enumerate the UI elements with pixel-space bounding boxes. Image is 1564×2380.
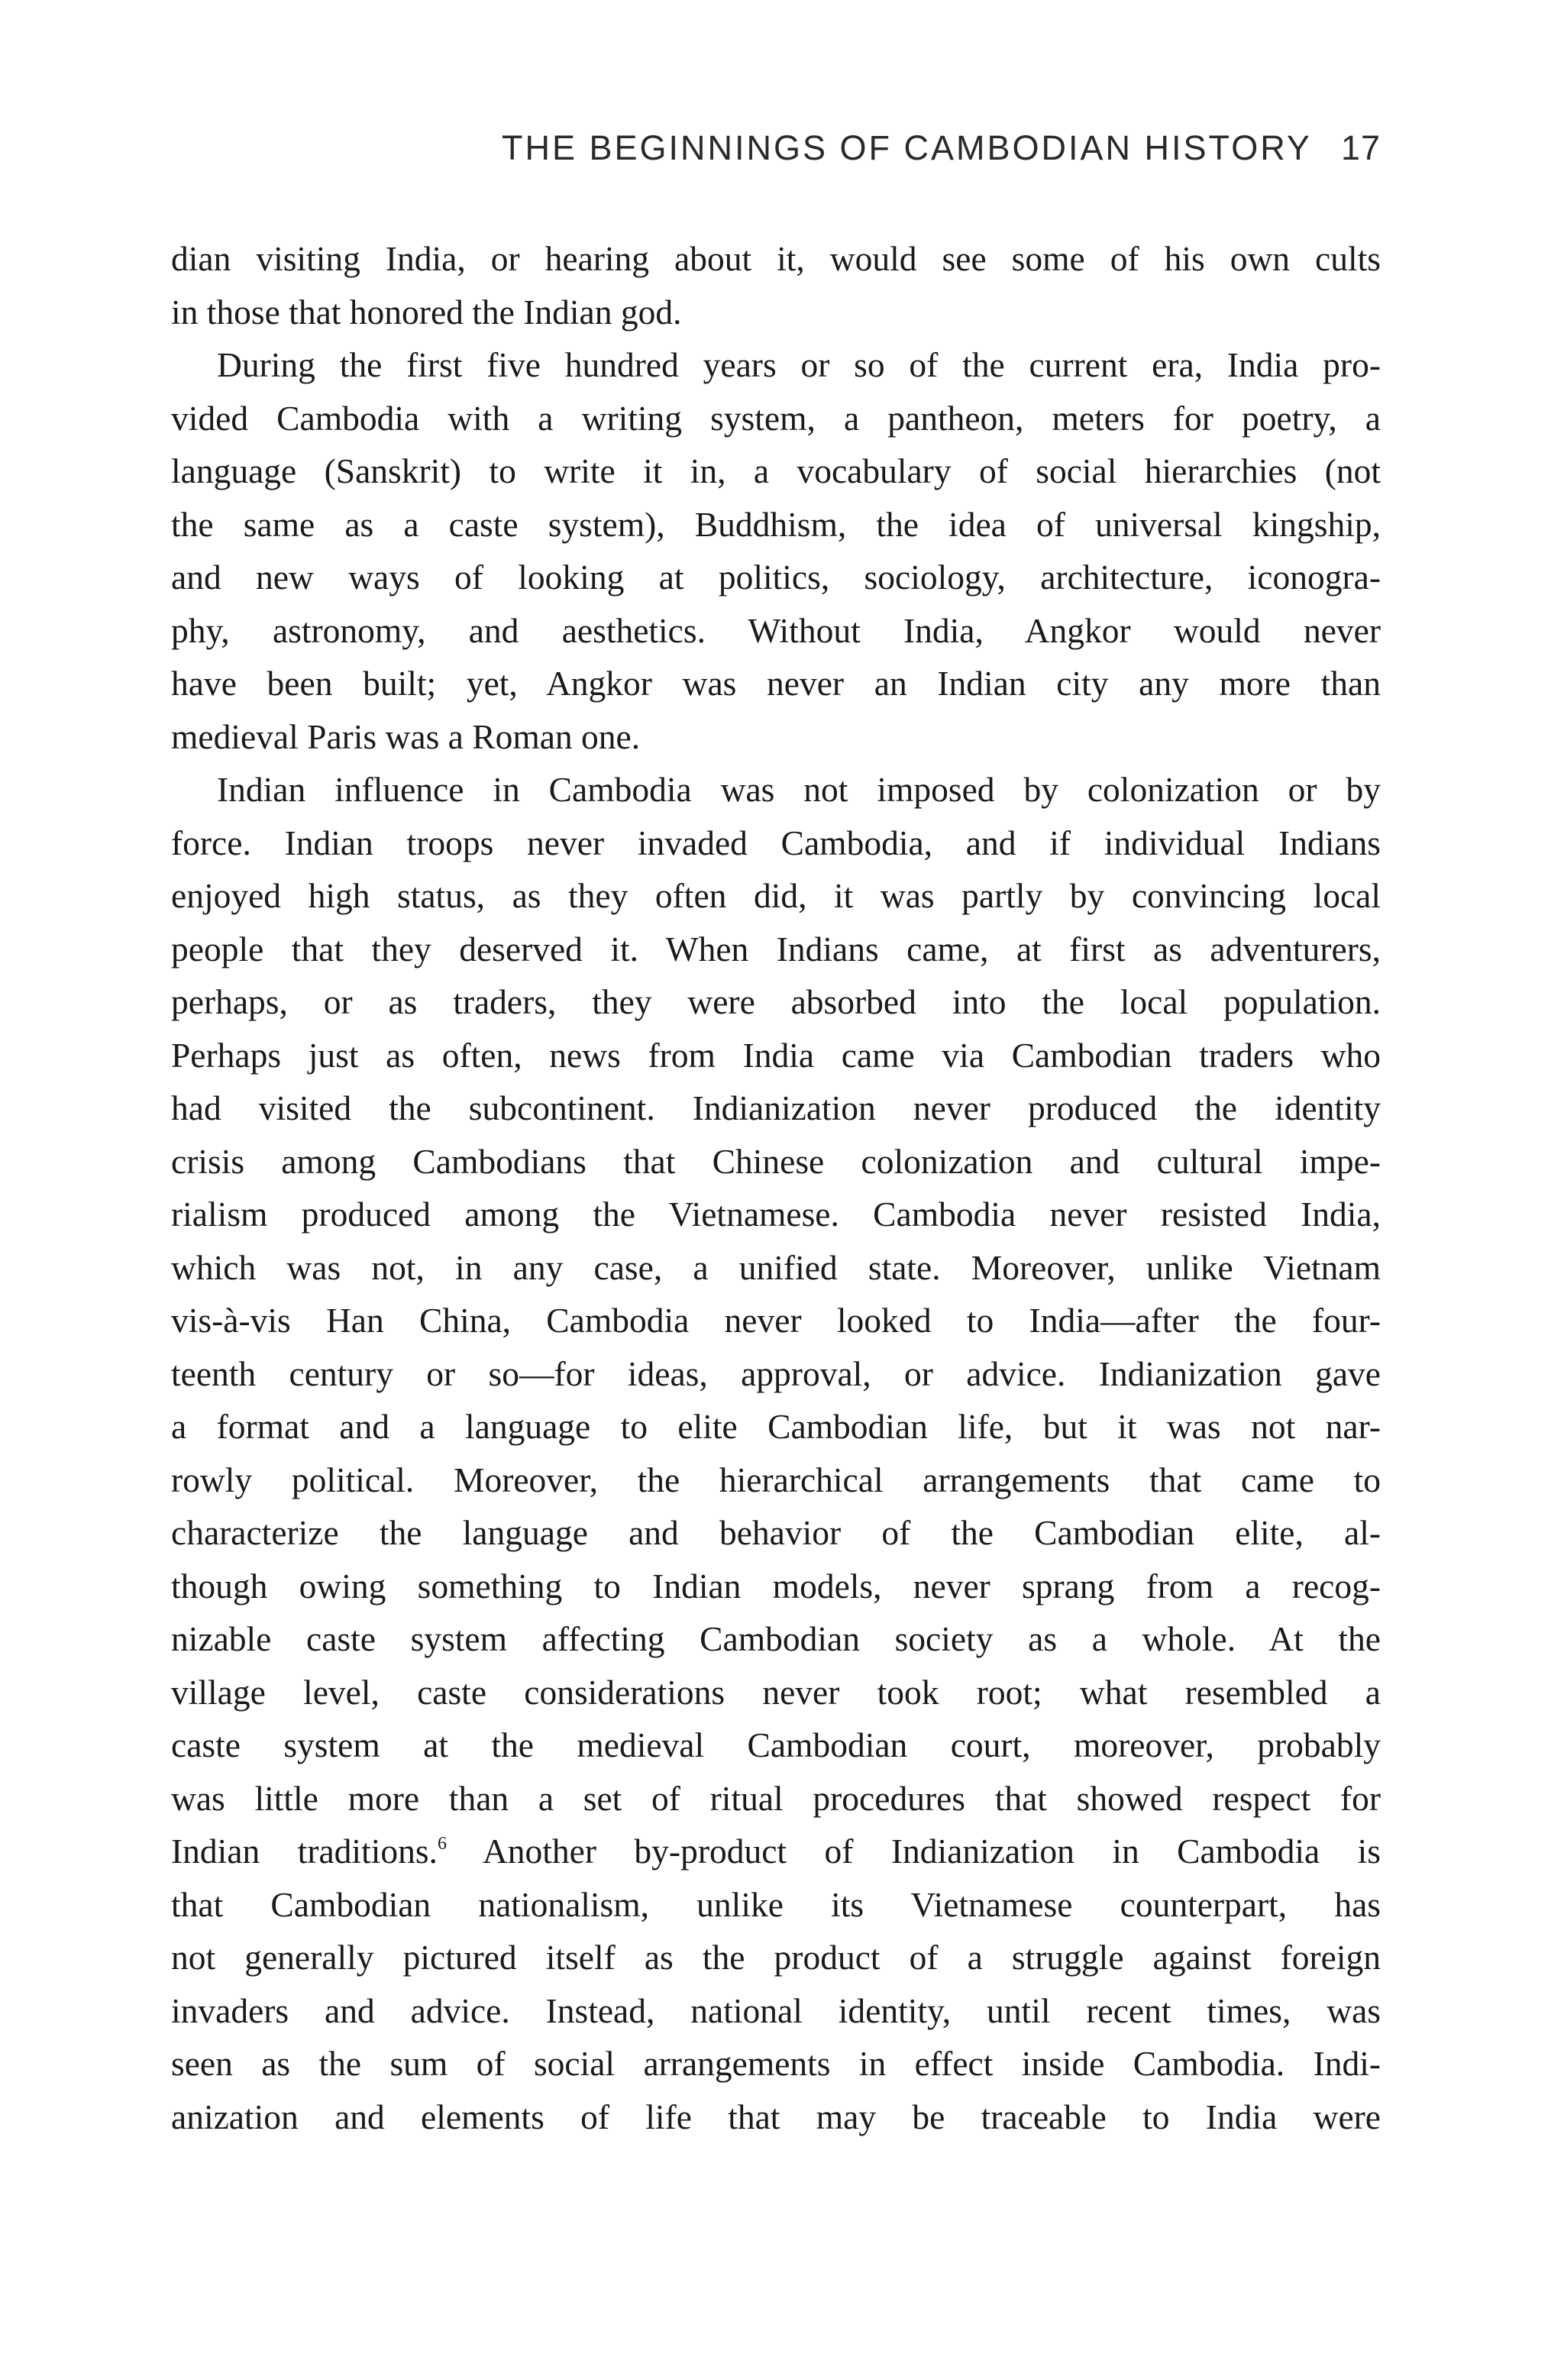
footnote-marker[interactable]: 6 xyxy=(437,1834,447,1854)
text-line: language (Sanskrit) to write it in, a vocabulary of social hierarchies (not xyxy=(171,451,1381,490)
text-line: was little more than a set of ritual procedures that showed respect for xyxy=(171,1778,1381,1818)
text-line: enjoyed high status, as they often did, it was partly by convincing local xyxy=(171,876,1381,915)
text-line: have been built; yet, Angkor was never an Indian city any more than xyxy=(171,664,1381,703)
text-line: phy, astronomy, and aesthetics. Without India, Angkor would never xyxy=(171,610,1381,650)
text-line: village level, caste considerations never took root; what resembled a xyxy=(171,1672,1381,1712)
text-line: vis-à-vis Han China, Cambodia never looked to India—after the four- xyxy=(171,1301,1381,1340)
text-line: in those that honored the Indian god. xyxy=(171,292,682,331)
text-fragment: Another by-product of Indianization in Cambodia is xyxy=(446,1832,1381,1871)
page-number: 17 xyxy=(1340,128,1381,167)
text-line: a format and a language to elite Cambodian life, but it was not nar- xyxy=(171,1407,1381,1446)
text-line: teenth century or so—for ideas, approval, or advice. Indianization gave xyxy=(171,1353,1381,1393)
text-line: rowly political. Moreover, the hierarchical arrangements that came to xyxy=(171,1460,1381,1499)
text-line: vided Cambodia with a writing system, a pantheon, meters for poetry, a xyxy=(171,398,1381,438)
body-text xyxy=(171,232,1381,2143)
text-line: invaders and advice. Instead, national identity, until recent times, was xyxy=(171,1990,1381,2030)
text-line: anization and elements of life that may be traceable to India were xyxy=(171,2097,1381,2136)
text-line: and new ways of looking at politics, sociology, architecture, iconogra- xyxy=(171,558,1381,597)
text-line: dian visiting India, or hearing about it, would see some of his own cults xyxy=(171,239,1381,278)
running-head xyxy=(173,128,1381,171)
text-line: the same as a caste system), Buddhism, the idea of universal kingship, xyxy=(171,504,1381,544)
text-line: characterize the language and behavior of the Cambodian elite, al- xyxy=(171,1513,1381,1552)
text-line: seen as the sum of social arrangements in effect inside Cambodia. Indi- xyxy=(171,2044,1381,2083)
text-line: which was not, in any case, a unified state. Moreover, unlike Vietnam xyxy=(171,1247,1381,1287)
text-line: people that they deserved it. When Indians came, at first as adventurers, xyxy=(171,929,1381,968)
text-line: crisis among Cambodians that Chinese colonization and cultural impe- xyxy=(171,1141,1381,1181)
footnote-text-line xyxy=(171,1825,1381,1878)
text-line: caste system at the medieval Cambodian court, moreover, probably xyxy=(171,1725,1381,1764)
text-line: Indian influence in Cambodia was not imposed by colonization or by xyxy=(217,770,1381,809)
text-line: Perhaps just as often, news from India came via Cambodian traders who xyxy=(171,1035,1381,1075)
paragraph xyxy=(171,232,1381,338)
text-line: had visited the subcontinent. Indianization never produced the identity xyxy=(171,1088,1381,1127)
text-line: rialism produced among the Vietnamese. Cambodia never resisted India, xyxy=(171,1195,1381,1234)
text-line: perhaps, or as traders, they were absorbed into the local population. xyxy=(171,982,1381,1021)
text-line: that Cambodian nationalism, unlike its Vietnamese counterpart, has xyxy=(171,1884,1381,1924)
text-line: not generally pictured itself as the product of a struggle against foreign xyxy=(171,1938,1381,1977)
paragraph xyxy=(171,338,1381,763)
running-title: THE BEGINNINGS OF CAMBODIAN HISTORY xyxy=(501,128,1312,167)
text-line: force. Indian troops never invaded Cambodia, and if individual Indians xyxy=(171,823,1381,862)
text-fragment: Indian traditions. xyxy=(171,1832,438,1871)
text-line: nizable caste system affecting Cambodian society as a whole. At the xyxy=(171,1619,1381,1658)
text-line: During the first five hundred years or so of the current era, India pro- xyxy=(217,345,1381,384)
paragraph xyxy=(171,763,1381,2143)
text-line: though owing something to Indian models, never sprang from a recog- xyxy=(171,1566,1381,1606)
text-line: medieval Paris was a Roman one. xyxy=(171,716,641,756)
